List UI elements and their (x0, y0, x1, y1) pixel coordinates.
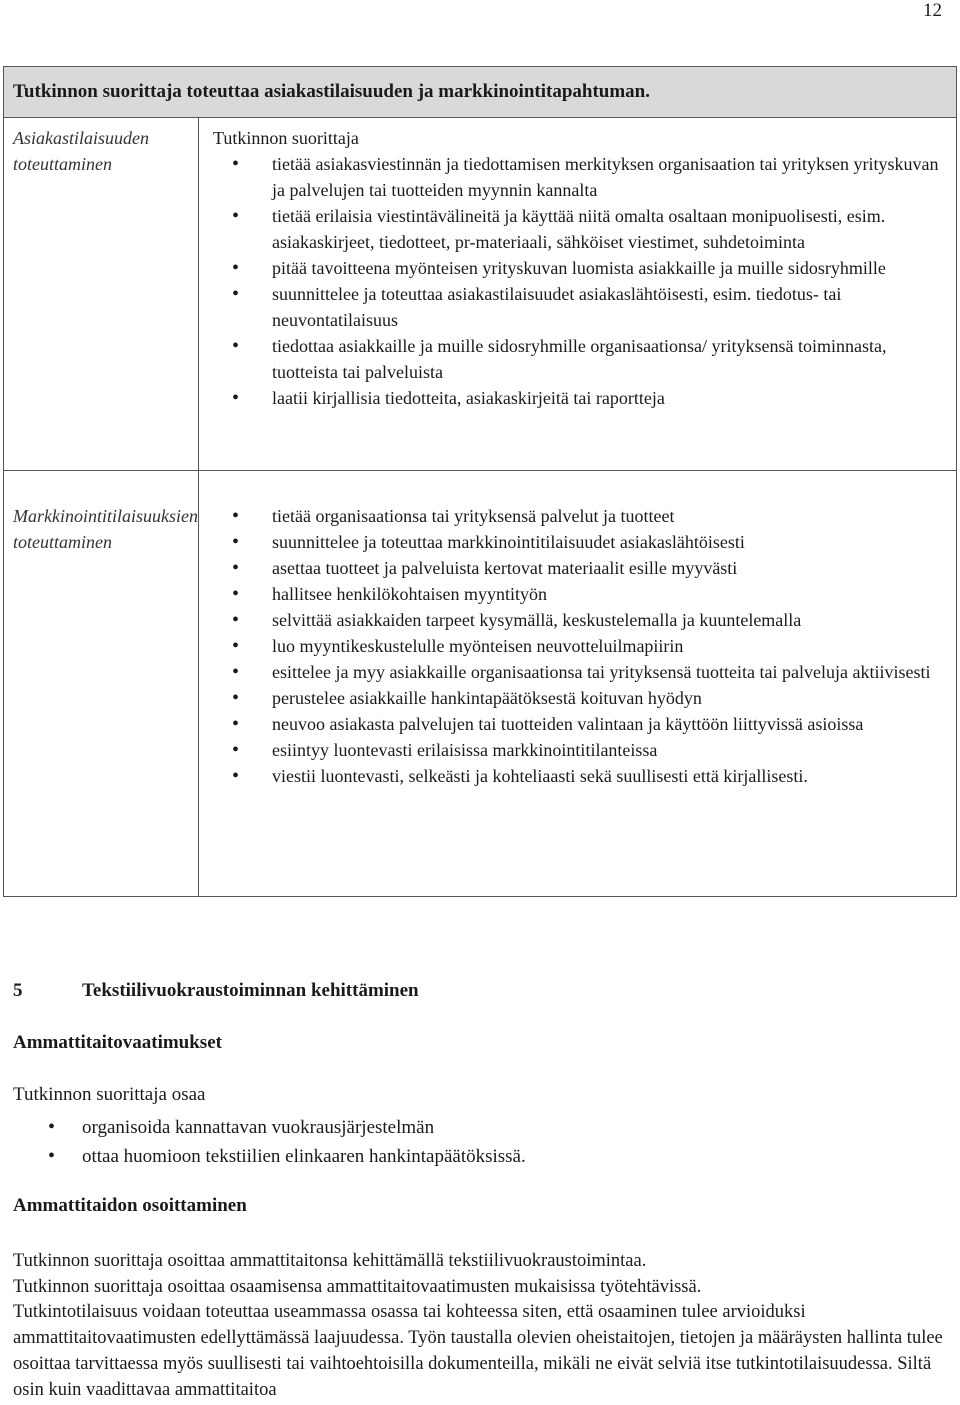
section-title: Tekstiilivuokraustoiminnan kehittäminen (82, 980, 419, 1001)
requirements-list (13, 1113, 526, 1171)
list-item: • selvittää asiakkaiden tarpeet kysymällä, keskustelemalla ja kuuntelemalla (23, 607, 946, 633)
row-content (198, 118, 956, 471)
list-item: • hallitsee henkilökohtaisen myyntityön (23, 581, 946, 607)
list-item: • tietää erilaisia viestintävälineitä ja käyttää niitä omalta osaltaan monipuolisesti, esim. asiakaskirjeet, tiedotteet, pr-materiaali, sähköiset viestimet, suhdetoiminta (23, 203, 946, 255)
row-content (198, 471, 956, 897)
table-header: Tutkinnon suorittaja toteuttaa asiakastilaisuuden ja markkinointitapahtuman. (4, 67, 957, 118)
row-label: Markkinointitilaisuuksien toteuttaminen (4, 471, 199, 897)
list-item: • tietää organisaationsa tai yrityksensä palvelut ja tuotteet (23, 503, 946, 529)
list-item: • esittelee ja myy asiakkaille organisaationsa tai yrityksensä tuotteita tai palveluja aktiivisesti (23, 659, 946, 685)
list-item: • asettaa tuotteet ja palveluista kertovat materiaalit esille myyvästi (23, 555, 946, 581)
paragraph: Tutkinnon suorittaja osoittaa ammattitaitonsa kehittämällä tekstiilivuokraustoimintaa. (13, 1251, 647, 1271)
row-intro: Tutkinnon suorittaja (212, 128, 359, 148)
list-item: • esiintyy luontevasti erilaisissa markkinointitilanteissa (23, 737, 946, 763)
subheading-demonstration: Ammattitaidon osoittaminen (13, 1195, 247, 1216)
list-item: • suunnittelee ja toteuttaa markkinointitilaisuudet asiakaslähtöisesti (23, 529, 946, 555)
list-item: • tiedottaa asiakkaille ja muille sidosryhmille organisaationsa/ yrityksensä toiminnasta, tuotteista tai palveluista (23, 333, 946, 385)
requirements-table (3, 66, 957, 897)
list-item: • suunnittelee ja toteuttaa asiakastilaisuudet asiakaslähtöisesti, esim. tiedotus- tai neuvontatilaisuus (23, 281, 946, 333)
row-label: Asiakastilaisuuden toteuttaminen (4, 118, 199, 471)
section-heading (13, 980, 419, 1002)
body-text (13, 1249, 948, 1403)
paragraph: Tutkinnon suorittaja osoittaa osaamisensa ammattitaitovaatimusten mukaisissa työtehtävissä. (13, 1276, 702, 1297)
list-item: • neuvoo asiakasta palvelujen tai tuotteiden valintaan ja käyttöön liittyvissä asioissa (23, 711, 946, 737)
table-row (4, 118, 957, 471)
page-number: 12 (923, 0, 942, 21)
list-item: • organisoida kannattavan vuokrausjärjestelmän (13, 1113, 526, 1142)
subheading-requirements: Ammattitaitovaatimukset (13, 1032, 222, 1053)
list-item: • luo myyntikeskustelulle myönteisen neuvotteluilmapiirin (23, 633, 946, 659)
list-item: • viestii luontevasti, selkeästi ja kohteliaasti sekä suullisesti että kirjallisesti. (23, 763, 946, 789)
paragraph: Tutkintotilaisuus voidaan toteuttaa useammassa osassa tai kohteessa siten, että osaaminen tulee arvioiduksi ammattitaitovaatimusten edellyttämässä laajuudessa. Työn taustalla olevien oheistaitojen, tietojen ja määräysten hallinta tulee osoittaa tarvittaessa myös suullisesti tai vaihtoehtoisilla dokumenteilla, mikäli ne eivät selviä itse tutkintotilaisuudessa. Siltä osin kuin vaadittavaa ammattitaitoa (13, 1302, 943, 1400)
list-item: • tietää asiakasviestinnän ja tiedottamisen merkityksen organisaation tai yrityksen yrityskuvan ja palvelujen tai tuotteiden myynnin kannalta (23, 151, 946, 203)
list-item: • laatii kirjallisia tiedotteita, asiakaskirjeitä tai raportteja (23, 385, 946, 411)
list-item: • perustelee asiakkaille hankintapäätöksestä koituvan hyödyn (23, 685, 946, 711)
section-number: 5 (13, 980, 23, 1001)
list-item: • ottaa huomioon tekstiilien elinkaaren hankintapäätöksissä. (13, 1142, 526, 1171)
section-intro: Tutkinnon suorittaja osaa (13, 1084, 206, 1105)
table-row (4, 471, 957, 897)
list-item: • pitää tavoitteena myönteisen yrityskuvan luomista asiakkaille ja muille sidosryhmille (23, 255, 946, 281)
